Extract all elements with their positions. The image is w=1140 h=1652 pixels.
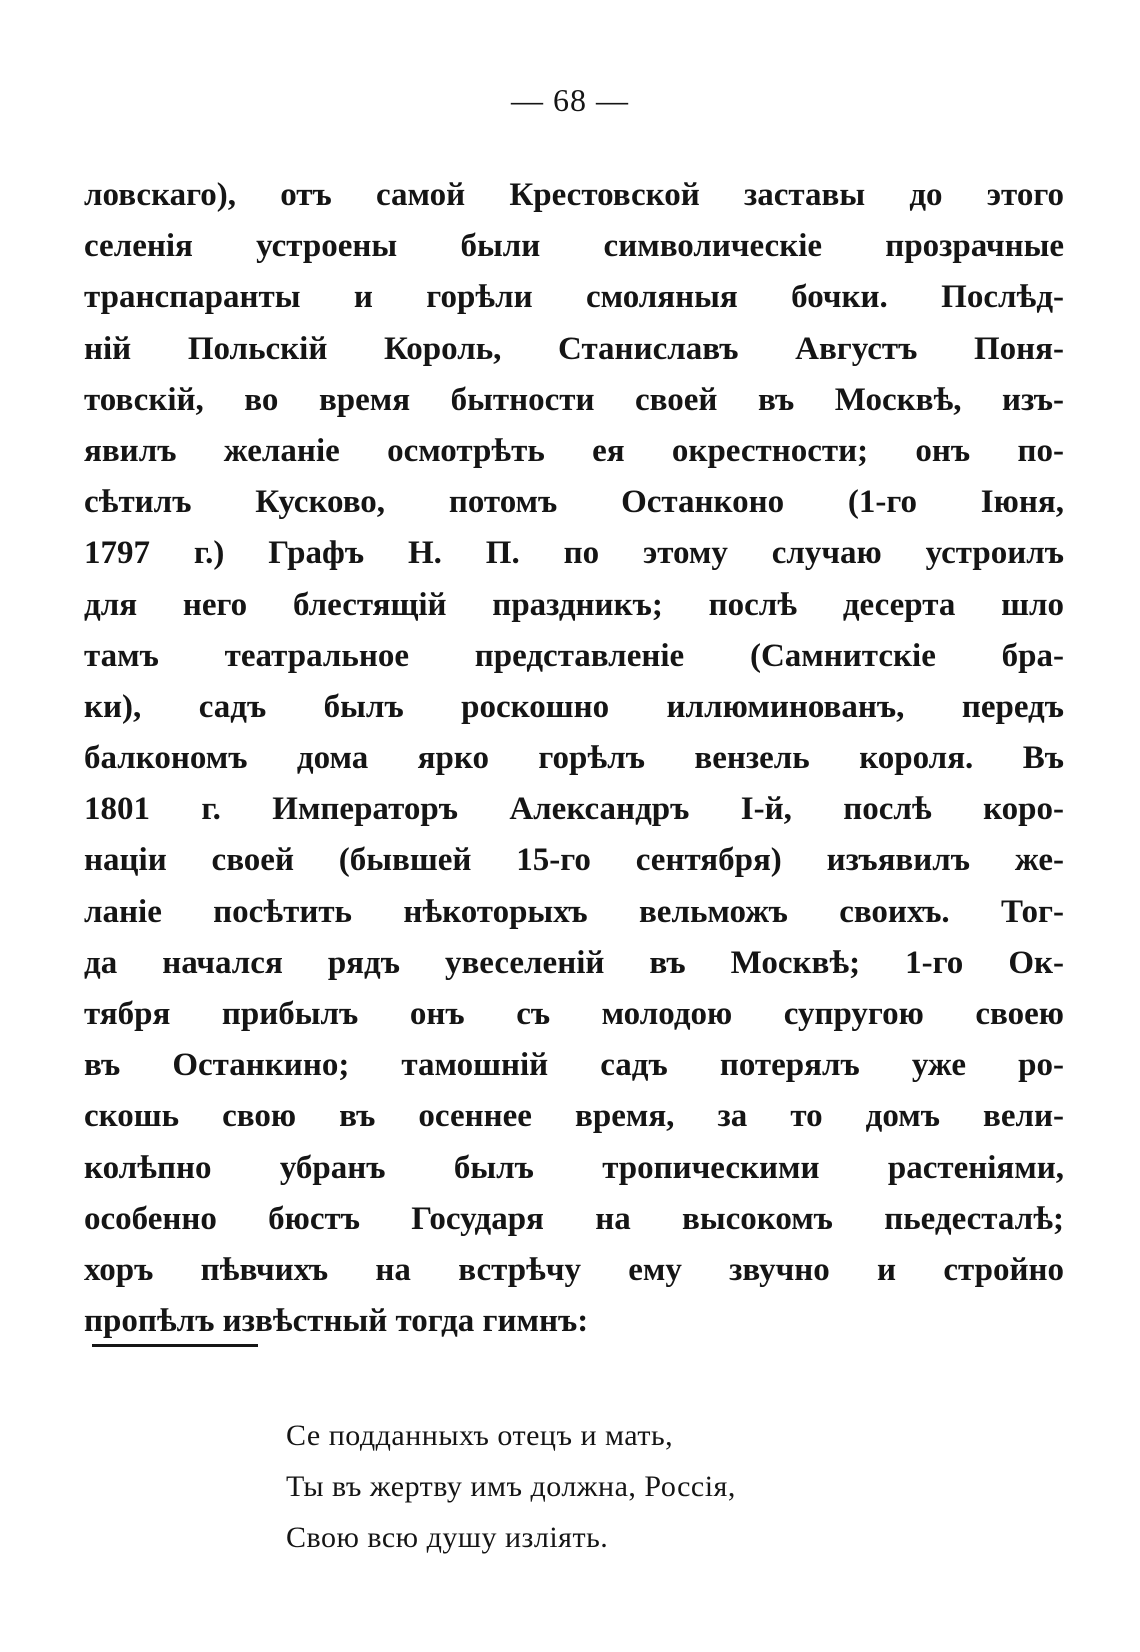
body-line: товскій, во время бытности своей въ Москвѣ, изъ- [84,381,1064,418]
body-text [84,170,1064,1347]
footnote-rule [92,1344,258,1347]
body-line: ки), садъ былъ роскошно иллюминованъ, передъ [84,688,1064,725]
body-line: тября прибылъ онъ съ молодою супругою своею [84,996,1064,1032]
body-line: 1797 г.) Графъ Н. П. по этому случаю устроилъ [84,535,1064,572]
body-line: сѣтилъ Кусково, потомъ Останконо (1-го Іюня, [84,484,1064,521]
body-line: націи своей (бывшей 15-го сентября) изъявилъ же- [84,842,1064,879]
body-line: ній Польскій Король, Станиславъ Августъ Поня- [84,330,1064,367]
body-line: явилъ желаніе осмотрѣть ея окрестности; онъ по- [84,432,1064,469]
verse-line: Свою всю душу излiять. [286,1521,609,1554]
page-number: — 68 — [511,82,629,118]
verse-block [286,1410,986,1563]
verse-line: Се подданныхъ отецъ и мать, [286,1419,674,1452]
body-line: да начался рядъ увеселеній въ Москвѣ; 1-го Ок- [84,944,1064,981]
body-line: хоръ пѣвчихъ на встрѣчу ему звучно и стройно [84,1251,1064,1288]
body-line: тамъ театральное представленіе (Самнитскіе бра- [84,637,1064,674]
body-line: селенія устроены были символическіе прозрачные [84,228,1064,265]
body-line-last: пропѣлъ извѣстный тогда гимнъ: [84,1303,589,1340]
body-line: особенно бюстъ Государя на высокомъ пьедесталѣ; [84,1200,1064,1237]
body-line: въ Останкино; тамошній садъ потерялъ уже ро- [84,1047,1064,1084]
body-line: скошь свою въ осеннее время, за то домъ вели- [84,1098,1064,1135]
body-line: колѣпно убранъ былъ тропическими растеніями, [84,1149,1064,1186]
body-line: транспаранты и горѣли смоляныя бочки. Послѣд- [84,279,1064,316]
body-line: для него блестящій праздникъ; послѣ десерта шло [84,586,1064,623]
body-line: 1801 г. Императоръ Александръ I-й, послѣ коро- [84,791,1064,828]
body-line: ловскаго), отъ самой Крестовской заставы до этого [84,177,1064,213]
verse-line: Ты въ жертву имъ должна, Россія, [286,1470,736,1503]
body-line: балкономъ дома ярко горѣлъ вензель короля. Въ [84,740,1064,777]
body-line: ланіе посѣтить нѣкоторыхъ вельможъ своихъ. Тог- [84,893,1064,930]
